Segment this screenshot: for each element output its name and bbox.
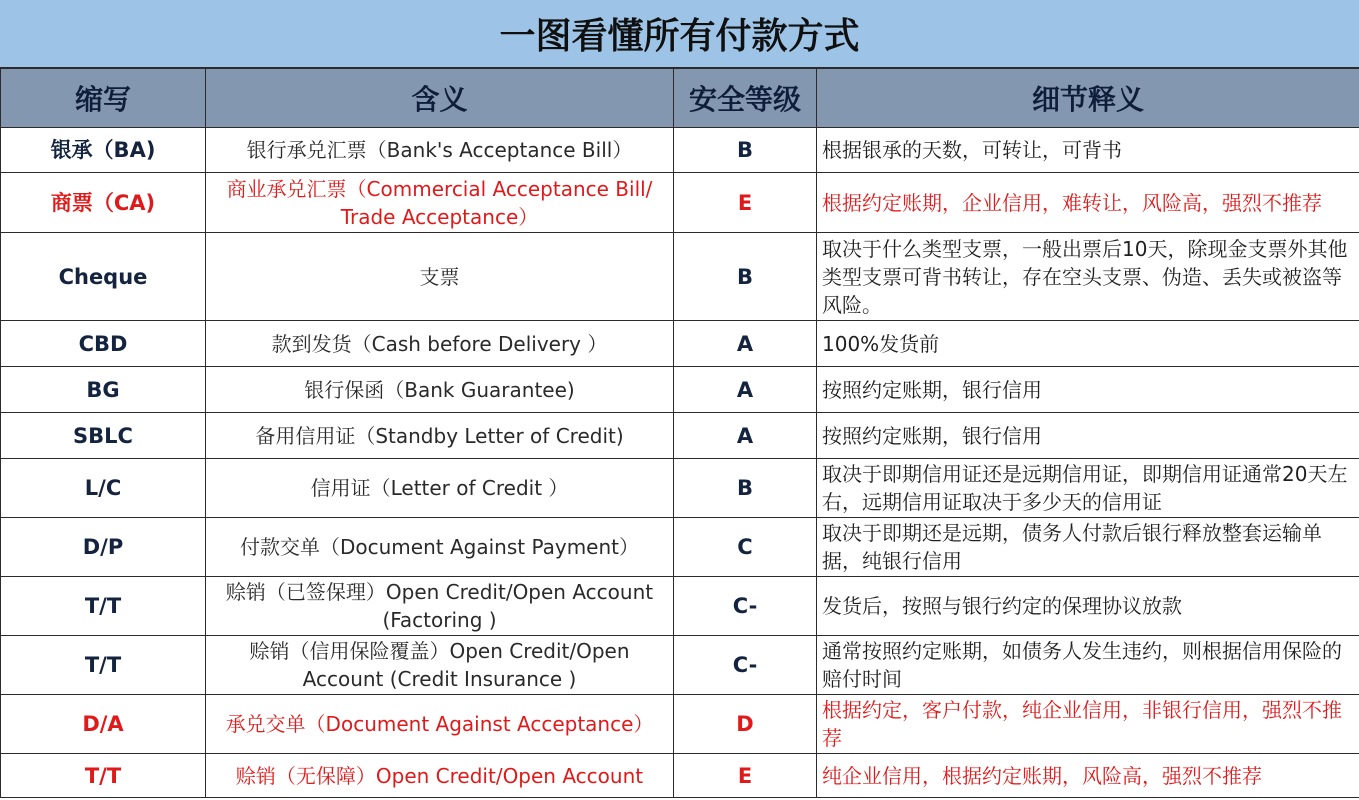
cell-detail: 通常按照约定账期，如债务人发生违约，则根据信用保险的赔付时间 xyxy=(817,636,1359,695)
table-body xyxy=(1,128,1359,798)
table-row xyxy=(1,636,1359,695)
cell-detail: 100%发货前 xyxy=(817,321,1359,367)
cell-meaning: 信用证（Letter of Credit ） xyxy=(206,459,674,518)
table-row xyxy=(1,233,1359,321)
table-header-row xyxy=(1,69,1359,128)
column-header-meaning: 含义 xyxy=(206,69,674,128)
cell-security-level: D xyxy=(674,695,817,754)
cell-abbreviation: D/A xyxy=(1,695,206,754)
table-row xyxy=(1,695,1359,754)
cell-security-level: A xyxy=(674,321,817,367)
table-row xyxy=(1,173,1359,233)
cell-meaning: 银行保函（Bank Guarantee) xyxy=(206,367,674,413)
cell-meaning: 银行承兑汇票（Bank's Acceptance Bill） xyxy=(206,128,674,173)
cell-detail: 按照约定账期，银行信用 xyxy=(817,367,1359,413)
cell-detail: 取决于什么类型支票，一般出票后10天，除现金支票外其他类型支票可背书转让，存在空头支票、伪造、丢失或被盗等风险。 xyxy=(817,233,1359,321)
cell-abbreviation: L/C xyxy=(1,459,206,518)
cell-abbreviation: T/T xyxy=(1,636,206,695)
cell-abbreviation: T/T xyxy=(1,754,206,798)
column-header-abbreviation: 缩写 xyxy=(1,69,206,128)
column-header-security-level: 安全等级 xyxy=(674,69,817,128)
cell-meaning: 承兑交单（Document Against Acceptance） xyxy=(206,695,674,754)
table-row xyxy=(1,754,1359,798)
table-row xyxy=(1,459,1359,518)
cell-security-level: E xyxy=(674,173,817,233)
cell-detail: 纯企业信用，根据约定账期，风险高，强烈不推荐 xyxy=(817,754,1359,798)
cell-security-level: B xyxy=(674,233,817,321)
cell-security-level: B xyxy=(674,128,817,173)
cell-security-level: C- xyxy=(674,577,817,636)
cell-detail: 按照约定账期，银行信用 xyxy=(817,413,1359,459)
table-row xyxy=(1,128,1359,173)
cell-abbreviation: Cheque xyxy=(1,233,206,321)
cell-security-level: C xyxy=(674,518,817,577)
cell-meaning: 款到发货（Cash before Delivery ） xyxy=(206,321,674,367)
cell-security-level: E xyxy=(674,754,817,798)
cell-meaning: 付款交单（Document Against Payment） xyxy=(206,518,674,577)
table-row xyxy=(1,577,1359,636)
table-row xyxy=(1,518,1359,577)
cell-detail: 根据银承的天数，可转让，可背书 xyxy=(817,128,1359,173)
table-row xyxy=(1,367,1359,413)
cell-detail: 发货后，按照与银行约定的保理协议放款 xyxy=(817,577,1359,636)
cell-meaning: 备用信用证（Standby Letter of Credit) xyxy=(206,413,674,459)
cell-meaning: 商业承兑汇票（Commercial Acceptance Bill/ Trade Acceptance） xyxy=(206,173,674,233)
cell-detail: 取决于即期信用证还是远期信用证，即期信用证通常20天左右，远期信用证取决于多少天的信用证 xyxy=(817,459,1359,518)
cell-security-level: B xyxy=(674,459,817,518)
cell-abbreviation: 商票（CA) xyxy=(1,173,206,233)
cell-meaning: 赊销（已签保理）Open Credit/Open Account (Factoring ) xyxy=(206,577,674,636)
cell-security-level: A xyxy=(674,367,817,413)
cell-abbreviation: D/P xyxy=(1,518,206,577)
cell-meaning: 支票 xyxy=(206,233,674,321)
cell-abbreviation: CBD xyxy=(1,321,206,367)
cell-detail: 根据约定账期，企业信用，难转让，风险高，强烈不推荐 xyxy=(817,173,1359,233)
column-header-detail: 细节释义 xyxy=(817,69,1359,128)
cell-abbreviation: 银承（BA) xyxy=(1,128,206,173)
cell-detail: 取决于即期还是远期，债务人付款后银行释放整套运输单据，纯银行信用 xyxy=(817,518,1359,577)
payment-methods-table xyxy=(0,68,1359,798)
cell-abbreviation: T/T xyxy=(1,577,206,636)
cell-detail: 根据约定，客户付款，纯企业信用，非银行信用，强烈不推荐 xyxy=(817,695,1359,754)
page-title: 一图看懂所有付款方式 xyxy=(0,0,1359,68)
cell-security-level: C- xyxy=(674,636,817,695)
cell-meaning: 赊销（信用保险覆盖）Open Credit/Open Account (Credit Insurance ) xyxy=(206,636,674,695)
table-row xyxy=(1,413,1359,459)
cell-abbreviation: SBLC xyxy=(1,413,206,459)
table-row xyxy=(1,321,1359,367)
cell-meaning: 赊销（无保障）Open Credit/Open Account xyxy=(206,754,674,798)
cell-security-level: A xyxy=(674,413,817,459)
cell-abbreviation: BG xyxy=(1,367,206,413)
